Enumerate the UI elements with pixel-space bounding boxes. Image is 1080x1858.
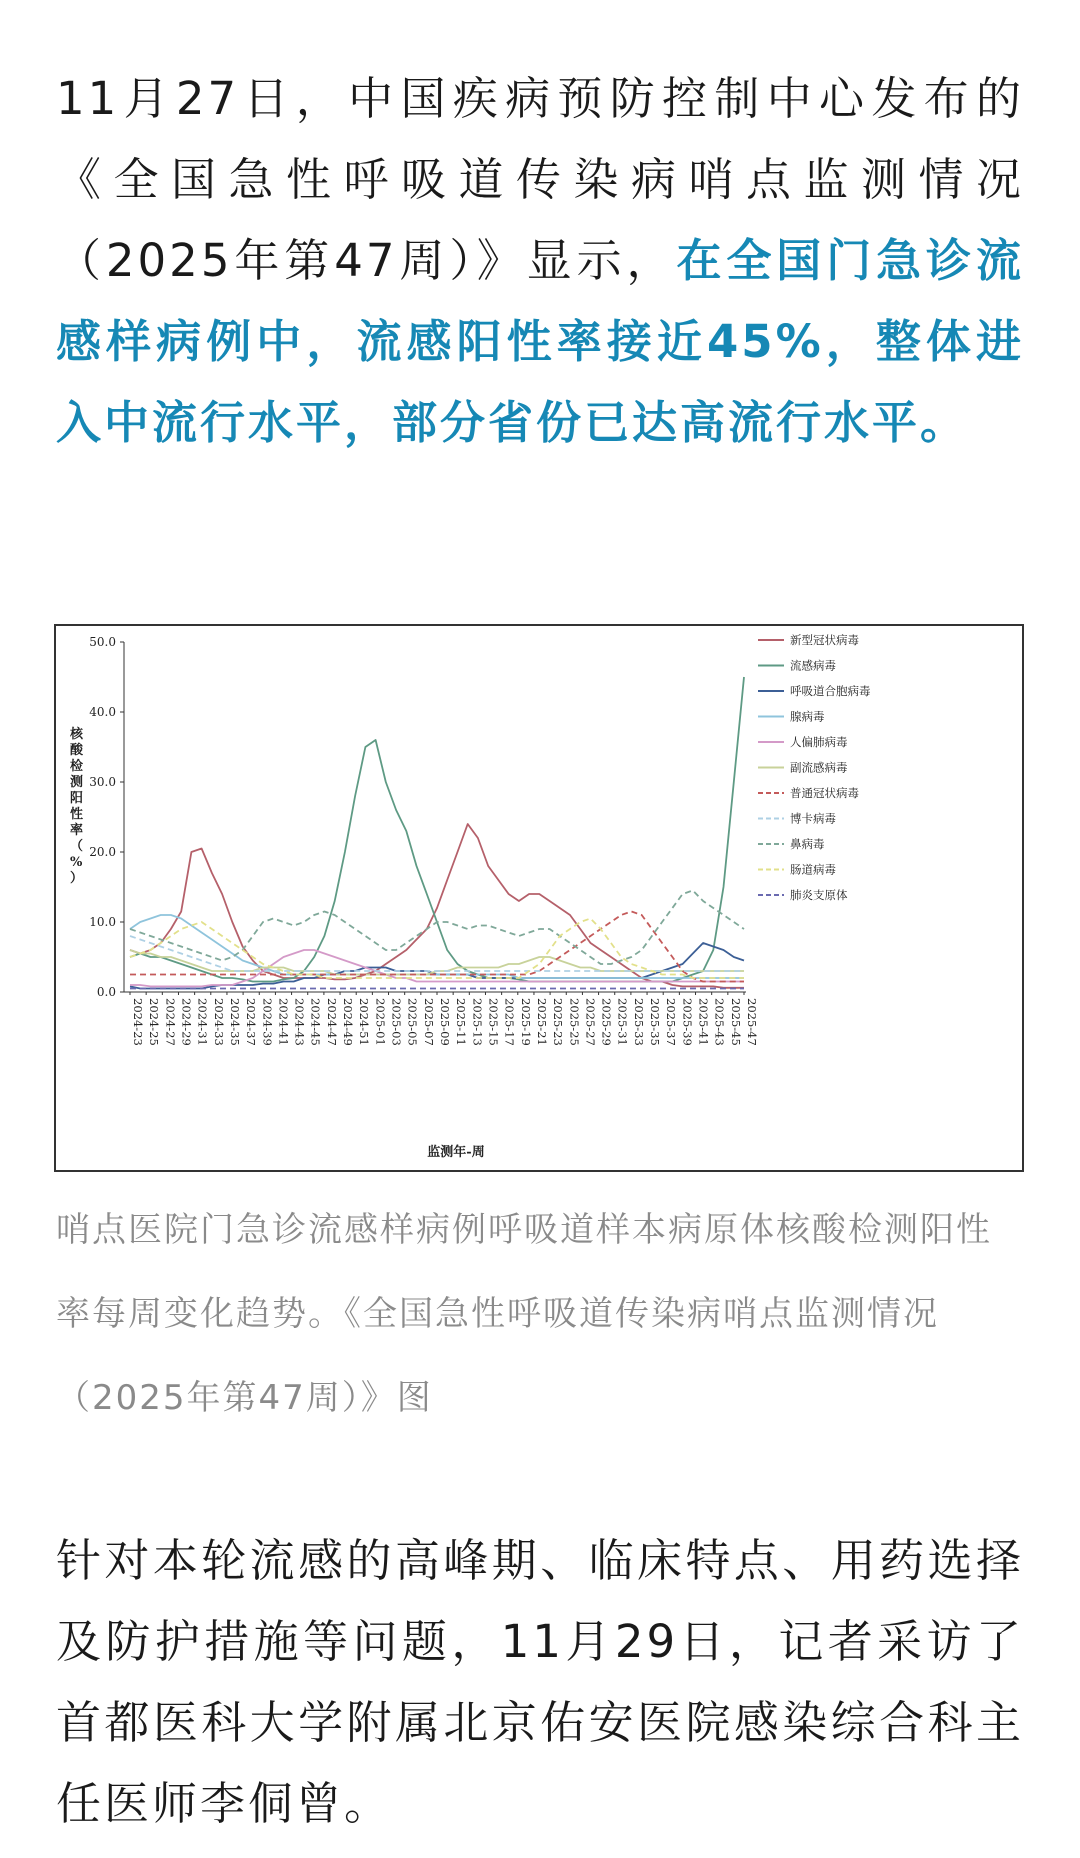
x-tick-label: 2025-25: [567, 998, 582, 1046]
figure-caption: 哨点医院门急诊流感样病例呼吸道样本病原体核酸检测阳性率每周变化趋势。《全国急性呼吸道传染病哨点监测情况（2025年第47周）》图: [56, 1210, 992, 1418]
legend-label-1: 新型冠状病毒: [790, 633, 859, 647]
intro-text: 11月27日，中国疾病预防控制中心发布的《全国急性呼吸道传染病哨点监测情况（2025年第47周）》显示，: [56, 72, 1024, 287]
x-tick-label: 2025-41: [696, 998, 711, 1046]
x-tick-label: 2024-43: [292, 998, 307, 1046]
x-tick-label: 2024-31: [195, 998, 210, 1046]
x-tick-label: 2024-27: [163, 998, 178, 1046]
x-tick-label: 2025-31: [615, 998, 630, 1046]
intro-highlight: 在全国门急诊流感样病例中，流感阳性率接近45%，整体进入中流行水平，部分省份已达高流行水平。: [56, 234, 1024, 449]
x-tick-label: 2025-37: [664, 998, 679, 1046]
x-tick-label: 2024-39: [260, 998, 275, 1046]
x-tick-label: 2025-45: [728, 998, 743, 1046]
x-tick-label: 2025-01: [373, 998, 388, 1046]
x-tick-label: 2025-39: [680, 998, 695, 1046]
x-tick-label: 2024-33: [211, 998, 226, 1046]
legend-label-3: 呼吸道合胞病毒: [790, 684, 871, 698]
legend-label-4: 腺病毒: [790, 709, 825, 724]
x-tick-label: 2025-11: [454, 998, 469, 1046]
body-paragraph: 针对本轮流感的高峰期、临床特点、用药选择及防护措施等问题，11月29日，记者采访了首都医科大学附属北京佑安医院感染综合科主任医师李侗曾。: [56, 1534, 1024, 1830]
x-tick-label: 2024-37: [244, 998, 259, 1046]
intro-paragraph: [56, 58, 1024, 463]
x-tick-label: 2025-21: [534, 998, 549, 1046]
legend-label-6: 副流感病毒: [790, 760, 848, 775]
y-tick-label: 10.0: [89, 915, 116, 929]
line-chart: [56, 626, 1022, 1170]
x-tick-label: 2024-35: [227, 998, 242, 1046]
y-axis-label: 核酸检测阳性率（%）: [70, 727, 84, 886]
legend-label-10: 肠道病毒: [790, 862, 836, 877]
x-tick-label: 2025-43: [712, 998, 727, 1046]
legend-label-2: 流感病毒: [790, 658, 836, 673]
x-tick-label: 2025-23: [551, 998, 566, 1046]
legend-label-5: 人偏肺病毒: [790, 735, 848, 749]
series-line-5: [130, 950, 744, 986]
legend-label-9: 鼻病毒: [790, 837, 825, 851]
y-tick-label: 40.0: [89, 705, 116, 719]
legend-label-7: 普通冠状病毒: [790, 786, 859, 800]
y-tick-label: 50.0: [89, 635, 116, 649]
x-tick-label: 2024-25: [147, 998, 162, 1046]
y-tick-label: 0.0: [96, 985, 116, 999]
x-tick-label: 2025-03: [389, 998, 404, 1046]
x-tick-label: 2025-17: [502, 998, 517, 1046]
legend-label-8: 博卡病毒: [790, 811, 836, 826]
series-line-9: [130, 891, 744, 965]
x-tick-label: 2024-51: [357, 998, 372, 1046]
x-tick-label: 2025-27: [583, 998, 598, 1046]
x-tick-label: 2025-29: [599, 998, 614, 1046]
y-tick-label: 20.0: [89, 845, 116, 859]
x-tick-label: 2025-09: [438, 998, 452, 1046]
x-tick-label: 2024-45: [308, 998, 323, 1046]
y-tick-label: 30.0: [89, 775, 116, 789]
x-tick-label: 2024-47: [324, 998, 339, 1046]
x-tick-label: 2025-33: [631, 998, 646, 1046]
series-line-8: [130, 936, 744, 971]
x-tick-label: 2024-41: [276, 998, 291, 1046]
x-tick-label: 2025-47: [745, 998, 759, 1046]
x-tick-label: 2025-35: [648, 998, 663, 1046]
legend-label-11: 肺炎支原体: [790, 888, 848, 902]
x-tick-label: 2025-05: [405, 998, 420, 1046]
x-tick-label: 2025-13: [470, 998, 485, 1046]
series-line-10: [130, 919, 744, 979]
chart-figure: [54, 624, 1024, 1172]
x-axis-label: 监测年-周: [427, 1145, 485, 1160]
x-tick-label: 2024-49: [341, 998, 356, 1046]
x-tick-label: 2025-15: [486, 998, 501, 1046]
x-tick-label: 2024-29: [179, 998, 194, 1046]
x-tick-label: 2025-07: [421, 998, 436, 1046]
x-tick-label: 2024-23: [131, 998, 145, 1046]
x-tick-label: 2025-19: [518, 998, 533, 1046]
series-line-1: [130, 824, 744, 988]
